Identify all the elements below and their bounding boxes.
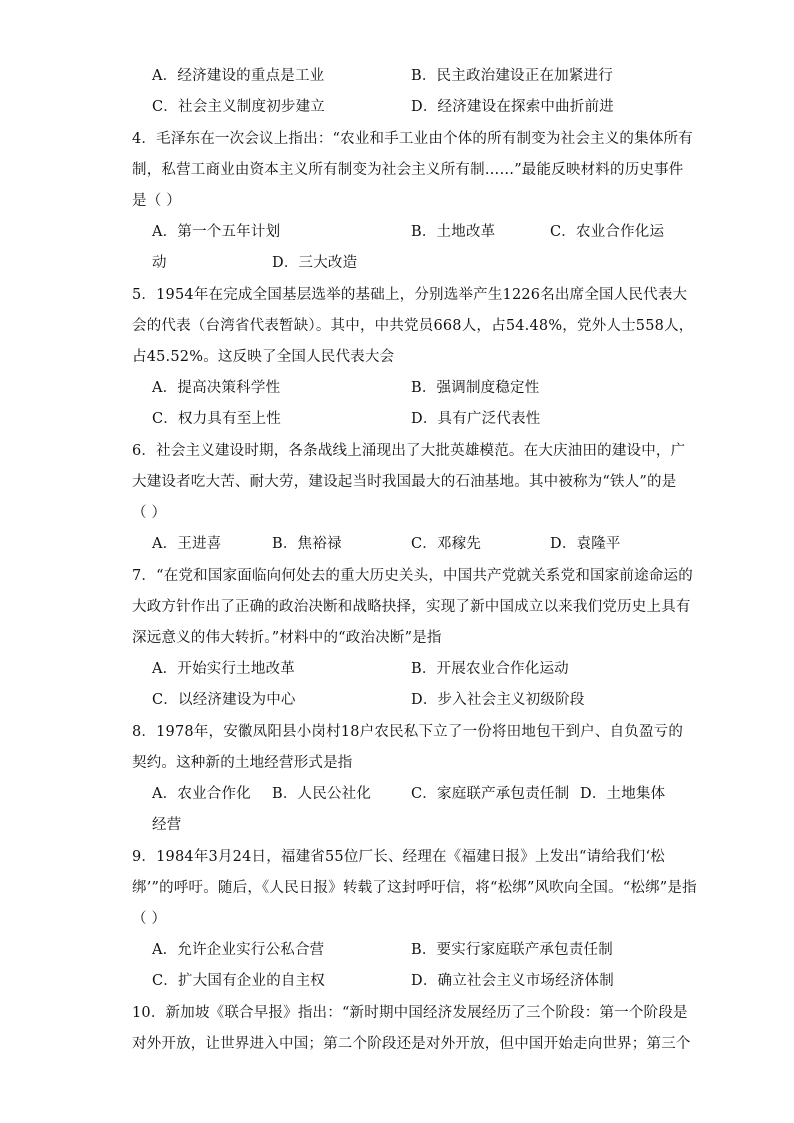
q7-option-b: B．开展农业合作化运动: [411, 661, 569, 677]
q6-stem-line-2: 大建设者吃大苦、耐大劳，建设起当时我国最大的石油基地。其中被称为“铁人”的是: [132, 474, 677, 490]
q5-option-b: B．强调制度稳定性: [411, 380, 540, 396]
q4-option-c-continued: 动: [152, 255, 167, 271]
q8-option-c: C．家庭联产承包责任制: [411, 786, 570, 802]
q6-option-a: A．王进喜: [152, 536, 222, 552]
q9-option-d: D．确立社会主义市场经济体制: [411, 973, 614, 989]
q7-option-d: D．步入社会主义初级阶段: [411, 692, 585, 708]
q9-stem-line-2: 绑’”的呼吁。随后，《人民日报》转载了这封呼吁信，将“松绑”风吹向全国。“松绑”是指: [132, 880, 697, 896]
q8-option-b: B．人民公社化: [272, 786, 372, 802]
q3-option-d: D．经济建设在探索中曲折前进: [411, 99, 614, 115]
q5-option-c: C．权力具有至上性: [152, 411, 281, 427]
q9-option-a: A．允许企业实行公私合营: [152, 942, 325, 958]
q5-stem-line-1: 5．1954年在完成全国基层选举的基础上，分别选举产生1226名出席全国人民代表大: [132, 287, 688, 303]
q6-option-c: C．邓稼先: [411, 536, 482, 552]
q10-stem-line-2: 对外开放，让世界进入中国；第二个阶段还是对外开放，但中国开始走向世界；第三个: [132, 1036, 691, 1052]
q9-option-c: C．扩大国有企业的自主权: [152, 973, 325, 989]
q4-stem-line-1: 4．毛泽东在一次会议上指出：“农业和手工业由个体的所有制变为社会主义的集体所有: [132, 131, 693, 147]
q5-stem-line-3: 占45.52%。这反映了全国人民代表大会: [132, 349, 395, 365]
q3-option-a: A．经济建设的重点是工业: [152, 68, 325, 84]
q6-option-d: D．袁隆平: [550, 536, 621, 552]
q9-option-b: B．要实行家庭联产承包责任制: [411, 942, 613, 958]
q8-stem-line-2: 契约。这种新的土地经营形式是指: [132, 755, 353, 771]
q7-stem-line-3: 深远意义的伟大转折。”材料中的“政治决断”是指: [132, 630, 442, 646]
q6-stem-line-3: （ ）: [132, 505, 167, 521]
q5-stem-line-2: 会的代表（台湾省代表暂缺）。其中，中共党员668人，占54.48%，党外人士558人，: [132, 318, 694, 334]
q7-option-c: C．以经济建设为中心: [152, 692, 296, 708]
q9-stem-line-1: 9．1984年3月24日，福建省55位厂长、经理在《福建日报》上发出“请给我们‘松: [132, 849, 665, 865]
q5-option-a: A．提高决策科学性: [152, 380, 281, 396]
q6-option-b: B．焦裕禄: [272, 536, 342, 552]
q4-option-b: B．土地改革: [411, 224, 496, 240]
q4-option-c: C．农业合作化运: [550, 224, 665, 240]
q5-option-d: D．具有广泛代表性: [411, 411, 541, 427]
q6-stem-line-1: 6．社会主义建设时期，各条战线上涌现出了大批英雄模范。在大庆油田的建设中，广: [132, 443, 686, 459]
q3-option-c: C．社会主义制度初步建立: [152, 99, 325, 115]
q8-option-d-continued: 经营: [152, 817, 182, 833]
q4-option-a: A．第一个五年计划: [152, 224, 281, 240]
q8-stem-line-1: 8．1978年，安徽凤阳县小岗村18户农民私下立了一份将田地包干到户、自负盈亏的: [132, 724, 684, 740]
q3-option-b: B．民主政治建设正在加紧进行: [411, 68, 613, 84]
q4-stem-line-3: 是（ ）: [132, 193, 181, 209]
q8-option-d: D．土地集体: [580, 786, 666, 802]
q7-stem-line-2: 大政方针作出了正确的政治决断和战略抉择，实现了新中国成立以来我们党历史上具有: [132, 599, 691, 615]
q9-stem-line-3: （ ）: [132, 911, 167, 927]
q8-option-a: A．农业合作化: [152, 786, 251, 802]
q7-option-a: A．开始实行土地改革: [152, 661, 295, 677]
q7-stem-line-1: 7．“在党和国家面临向何处去的重大历史关头，中国共产党就关系党和国家前途命运的: [132, 568, 693, 584]
q10-stem-line-1: 10．新加坡《联合早报》指出：“新时期中国经济发展经历了三个阶段：第一个阶段是: [132, 1005, 688, 1021]
q4-option-d: D．三大改造: [272, 255, 358, 271]
q4-stem-line-2: 制，私营工商业由资本主义所有制变为社会主义所有制……”最能反映材料的历史事件: [132, 162, 684, 178]
